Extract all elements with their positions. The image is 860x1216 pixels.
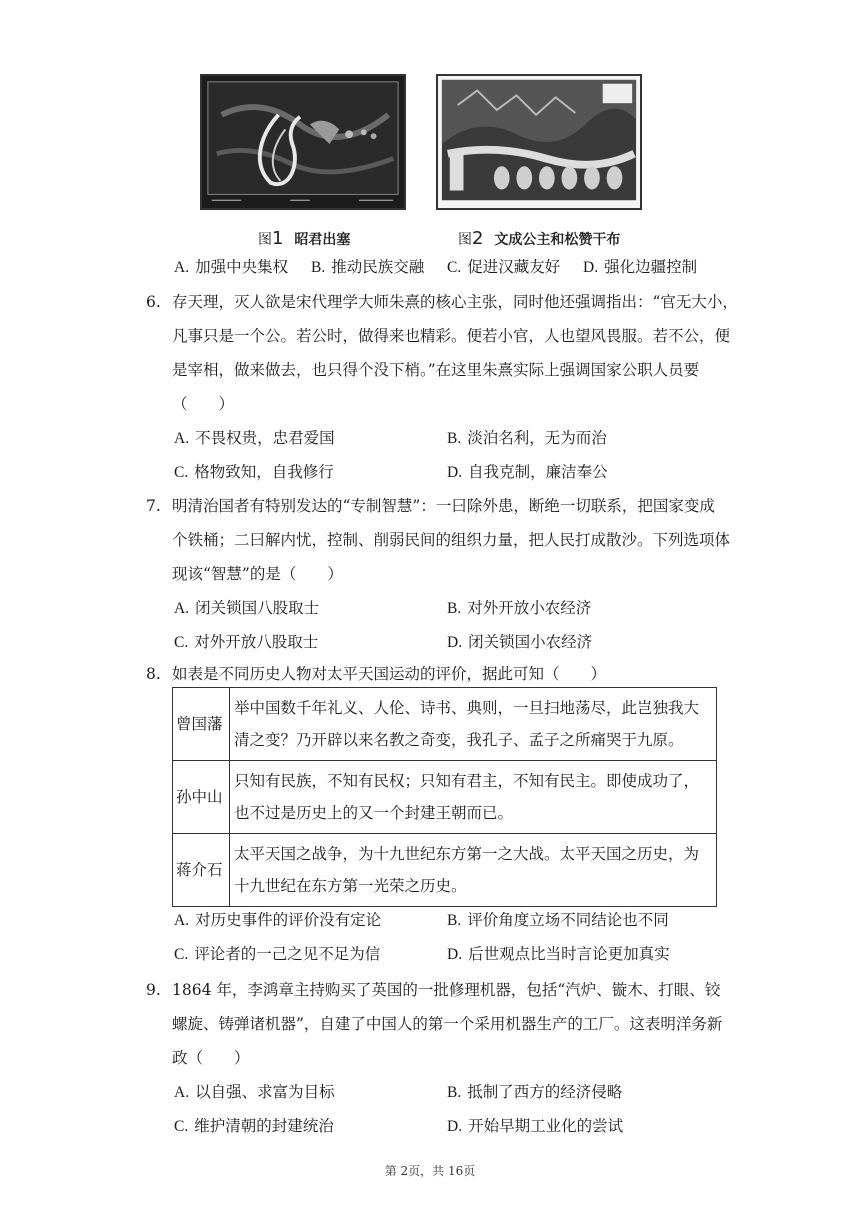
q7-option-d[interactable] <box>447 632 592 653</box>
q5-option-a-text: 加强中央集权 <box>195 258 289 276</box>
q6-option-c-letter: C. <box>174 464 189 481</box>
q6-option-a-letter: A. <box>174 430 190 447</box>
q7-option-c-text: 对外开放八股取士 <box>194 633 319 651</box>
q8-option-c-text: 评论者的一己之见不足为信 <box>194 945 381 963</box>
q5-option-c[interactable] <box>447 257 560 278</box>
q8-option-c-letter: C. <box>174 946 189 963</box>
table-cell-name: 孙中山 <box>173 761 230 834</box>
q6-option-b-letter: B. <box>447 430 462 447</box>
q9-option-a-text: 以自强、求富为目标 <box>195 1083 335 1101</box>
q9-option-d-letter: D. <box>447 1118 463 1135</box>
q7-number: 7. <box>146 497 161 515</box>
q8-option-d[interactable] <box>447 944 670 965</box>
q8-table <box>172 687 717 907</box>
q8-option-a-text: 对历史事件的评价没有定论 <box>195 911 382 929</box>
q7-option-b-text: 对外开放小农经济 <box>467 599 592 617</box>
figure-2-caption <box>458 228 620 249</box>
q5-option-b-letter: B. <box>311 259 326 276</box>
q8-option-b[interactable] <box>447 910 669 931</box>
figure-2-title: 文成公主和松赞干布 <box>494 232 621 248</box>
q6-option-b-text: 淡泊名利，无为而治 <box>467 429 607 447</box>
q9-line-2: 螺旋、铸弹诸机器”，自建了中国人的第一个采用机器生产的工厂。这表明洋务新 <box>172 1015 723 1033</box>
q7-option-b-letter: B. <box>447 600 462 617</box>
q5-option-c-text: 促进汉藏友好 <box>467 258 561 276</box>
table-cell-text: 太平天国之战争，为十九世纪东方第一之大战。太平天国之历史，为十九世纪在东方第一光荣之历史。 <box>230 834 717 907</box>
q7-option-a[interactable] <box>174 598 319 619</box>
q8-option-a-letter: A. <box>174 912 190 929</box>
q9-line-3: 政（ ） <box>172 1049 250 1067</box>
q9-option-c-letter: C. <box>174 1118 189 1135</box>
stamp-image-wencheng <box>436 74 642 210</box>
table-row <box>173 688 717 761</box>
q6-option-c-text: 格物致知，自我修行 <box>194 463 334 481</box>
q7-option-d-letter: D. <box>447 634 463 651</box>
q5-option-a-letter: A. <box>174 259 190 276</box>
q7-option-c-letter: C. <box>174 634 189 651</box>
q9-option-d-text: 开始早期工业化的尝试 <box>468 1117 624 1135</box>
q6-line-2: 凡事只是一个公。若公时，做得来也精彩。便若小官，人也望风畏服。若不公，便 <box>172 327 731 345</box>
q6-option-c[interactable] <box>174 462 334 483</box>
q7-option-a-letter: A. <box>174 600 190 617</box>
q8-line-1: 如表是不同历史人物对太平天国运动的评价，据此可知（ ） <box>172 665 607 683</box>
q5-option-b-text: 推动民族交融 <box>331 258 425 276</box>
q6-option-d-letter: D. <box>447 464 463 481</box>
q9-option-c[interactable] <box>174 1116 334 1137</box>
q7-line-3: 现该“智慧”的是（ ） <box>172 565 343 583</box>
q9-option-b-letter: B. <box>447 1084 462 1101</box>
q6-line-3: 是宰相，做来做去，也只得个没下梢。”在这里朱熹实际上强调国家公职人员要 <box>172 361 700 379</box>
q5-option-d-letter: D. <box>583 259 599 276</box>
figure-2-label: 图 <box>458 232 472 248</box>
q9-option-a-letter: A. <box>174 1084 190 1101</box>
q6-line-1: 存天理，灭人欲是宋代理学大师朱熹的核心主张，同时他还强调指出：“官无大小， <box>172 293 738 311</box>
stamp-image-zhaojun <box>200 74 406 210</box>
q8-option-b-letter: B. <box>447 912 462 929</box>
q8-option-d-text: 后世观点比当时言论更加真实 <box>468 945 670 963</box>
q9-number: 9. <box>146 981 161 999</box>
q8-number: 8. <box>146 665 161 683</box>
q9-option-d[interactable] <box>447 1116 623 1137</box>
table-cell-text: 举中国数千年礼义、人伦、诗书、典则，一旦扫地荡尽，此岂独我大清之变？乃开辟以来名教之奇变，我孔子、孟子之所痛哭于九原。 <box>230 688 717 761</box>
q5-option-d[interactable] <box>583 257 697 278</box>
q8-option-b-text: 评价角度立场不同结论也不同 <box>467 911 669 929</box>
q5-option-c-letter: C. <box>447 259 462 276</box>
q6-option-b[interactable] <box>447 428 607 449</box>
figure-2-number: 2 <box>472 228 484 249</box>
q6-option-a[interactable] <box>174 428 335 449</box>
table-cell-text: 只知有民族，不知有民权；只知有君主，不知有民主。即使成功了，也不过是历史上的又一个封建王朝而已。 <box>230 761 717 834</box>
q5-option-b[interactable] <box>311 257 424 278</box>
figure-1-caption <box>258 228 350 249</box>
q5-option-d-text: 强化边疆控制 <box>604 258 698 276</box>
table-row <box>173 761 717 834</box>
q8-option-d-letter: D. <box>447 946 463 963</box>
q6-option-a-text: 不畏权贵，忠君爱国 <box>195 429 335 447</box>
q7-option-d-text: 闭关锁国小农经济 <box>468 633 593 651</box>
q6-number: 6. <box>146 293 161 311</box>
q8-option-c[interactable] <box>174 944 380 965</box>
q7-option-a-text: 闭关锁国八股取士 <box>195 599 320 617</box>
q6-option-d[interactable] <box>447 462 608 483</box>
figure-1-number: 1 <box>272 228 284 249</box>
table-row <box>173 834 717 907</box>
q9-option-b-text: 抵制了西方的经济侵略 <box>467 1083 623 1101</box>
q6-line-4: （ ） <box>172 395 235 413</box>
q9-option-a[interactable] <box>174 1082 335 1103</box>
q9-line-1: 1864 年，李鸿章主持购买了英国的一批修理机器，包括“汽炉、镟木、打眼、铰 <box>172 981 721 999</box>
table-cell-name: 蒋介石 <box>173 834 230 907</box>
q7-line-2: 个铁桶；二曰解内忧，控制、削弱民间的组织力量，把人民打成散沙。下列选项体 <box>172 531 731 549</box>
q8-option-a[interactable] <box>174 910 381 931</box>
q9-option-b[interactable] <box>447 1082 622 1103</box>
q5-option-a[interactable] <box>174 257 288 278</box>
q7-line-1: 明清治国者有特别发达的“专制智慧”：一曰除外患，断绝一切联系，把国家变成 <box>172 497 715 515</box>
q7-option-c[interactable] <box>174 632 318 653</box>
figure-1-label: 图 <box>258 232 272 248</box>
q7-option-b[interactable] <box>447 598 591 619</box>
figure-1-title: 昭君出塞 <box>294 232 351 248</box>
q9-option-c-text: 维护清朝的封建统治 <box>194 1117 334 1135</box>
q6-option-d-text: 自我克制，廉洁奉公 <box>468 463 608 481</box>
table-cell-name: 曾国藩 <box>173 688 230 761</box>
page-footer: 第 2页，共 16页 <box>384 1164 476 1178</box>
